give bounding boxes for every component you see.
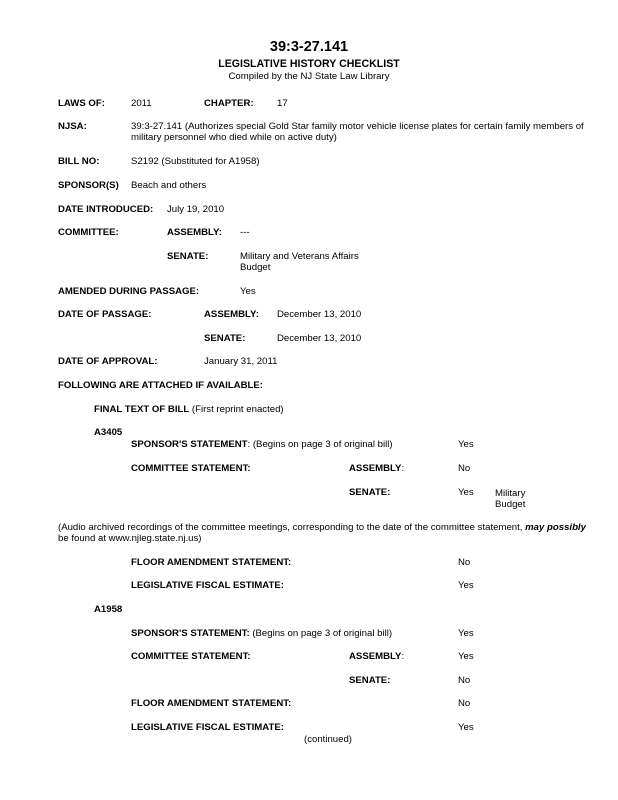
committee-assembly-value: ---: [240, 227, 250, 238]
chapter-value: 17: [277, 98, 288, 109]
a3405-fiscal-label: LEGISLATIVE FISCAL ESTIMATE:: [131, 580, 284, 591]
a1958-assembly-label: ASSEMBLY: [349, 651, 402, 662]
a3405-committee-label: COMMITTEE STATEMENT:: [131, 463, 251, 474]
a1958-committee-label: COMMITTEE STATEMENT:: [131, 651, 251, 662]
audio-note-line-2: be found at www.njleg.state.nj.us): [58, 533, 202, 544]
njsa-line-1: 39:3-27.141 (Authorizes special Gold Star family motor vehicle license plates for certain family members of: [131, 121, 584, 132]
a1958-floor-value: No: [458, 698, 471, 709]
committee-assembly-label: ASSEMBLY:: [167, 227, 222, 238]
a3405-senate-committee-1: Military: [495, 488, 526, 499]
passage-assembly-value: December 13, 2010: [277, 309, 362, 320]
laws-of-label: LAWS OF:: [58, 98, 105, 109]
a3405-sponsor-note: : (Begins on page 3 of original bill): [247, 439, 393, 450]
chapter-label: CHAPTER:: [204, 98, 254, 109]
continued-note: (continued): [304, 734, 352, 745]
sponsors-label: SPONSOR(S): [58, 180, 119, 191]
a3405-floor-label: FLOOR AMENDMENT STATEMENT:: [131, 557, 292, 568]
a1958-fiscal-label: LEGISLATIVE FISCAL ESTIMATE:: [131, 722, 284, 733]
page-subtitle: LEGISLATIVE HISTORY CHECKLIST: [218, 58, 400, 70]
a1958-assembly-row: [349, 651, 404, 662]
a3405-sponsor-label: SPONSOR'S STATEMENT: [131, 439, 248, 450]
committee-senate-value-2: Budget: [240, 262, 271, 273]
a1958-sponsor-note: (Begins on page 3 of original bill): [249, 628, 393, 639]
sponsors-value: Beach and others: [131, 180, 207, 191]
amended-value: Yes: [240, 286, 256, 297]
committee-label: COMMITTEE:: [58, 227, 119, 238]
committee-senate-value-1: Military and Veterans Affairs: [240, 251, 359, 262]
njsa-label: NJSA:: [58, 121, 87, 132]
a1958-fiscal-value: Yes: [458, 722, 474, 733]
attached-heading: FOLLOWING ARE ATTACHED IF AVAILABLE:: [58, 380, 263, 391]
audio-note-emphasis: may possibly: [525, 522, 586, 533]
bill-no-value: S2192 (Substituted for A1958): [131, 156, 260, 167]
a1958-floor-label: FLOOR AMENDMENT STATEMENT:: [131, 698, 292, 709]
a3405-assembly-colon: :: [401, 463, 405, 474]
a3405-sponsor-row: [131, 439, 393, 450]
passage-assembly-label: ASSEMBLY:: [204, 309, 259, 320]
final-text-row: [94, 404, 284, 415]
a1958-senate-value: No: [458, 675, 471, 686]
a3405-senate-value: Yes: [458, 487, 474, 498]
a3405-sponsor-value: Yes: [458, 439, 474, 450]
final-text-label: FINAL TEXT OF BILL: [94, 404, 190, 415]
audio-note-line-1: [58, 522, 586, 533]
a1958-sponsor-value: Yes: [458, 628, 474, 639]
compiled-by: Compiled by the NJ State Law Library: [228, 71, 390, 82]
passage-senate-label: SENATE:: [204, 333, 246, 344]
page-title: 39:3-27.141: [269, 39, 349, 55]
a3405-senate-committee-2: Budget: [495, 499, 526, 510]
bill-no-label: BILL NO:: [58, 156, 100, 167]
a1958-sponsor-row: [131, 628, 392, 639]
date-of-approval-value: January 31, 2011: [204, 356, 278, 367]
a1958-senate-label: SENATE:: [349, 675, 391, 686]
a3405-assembly-value: No: [458, 463, 471, 474]
laws-of-value: 2011: [131, 98, 152, 109]
a3405-assembly-label: ASSEMBLY: [349, 463, 402, 474]
audio-note-text: (Audio archived recordings of the committee meetings, corresponding to the date of the committee statement,: [58, 522, 526, 533]
date-of-approval-label: DATE OF APPROVAL:: [58, 356, 158, 367]
date-introduced-label: DATE INTRODUCED:: [58, 204, 154, 215]
a1958-sponsor-label: SPONSOR'S STATEMENT:: [131, 628, 250, 639]
a3405-floor-value: No: [458, 557, 471, 568]
a3405-assembly-row: [349, 463, 404, 474]
date-of-passage-label: DATE OF PASSAGE:: [58, 309, 152, 320]
a1958-assembly-colon: :: [401, 651, 405, 662]
passage-senate-value: December 13, 2010: [277, 333, 362, 344]
bill-a3405-id: A3405: [94, 427, 123, 438]
amended-label: AMENDED DURING PASSAGE:: [58, 286, 200, 297]
bill-a1958-id: A1958: [94, 604, 123, 615]
final-text-note: (First reprint enacted): [189, 404, 284, 415]
a3405-senate-label: SENATE:: [349, 487, 391, 498]
a3405-fiscal-value: Yes: [458, 580, 474, 591]
a1958-assembly-value: Yes: [458, 651, 474, 662]
date-introduced-value: July 19, 2010: [167, 204, 225, 215]
njsa-line-2: military personnel who died while on active duty): [131, 132, 337, 143]
committee-senate-label: SENATE:: [167, 251, 209, 262]
